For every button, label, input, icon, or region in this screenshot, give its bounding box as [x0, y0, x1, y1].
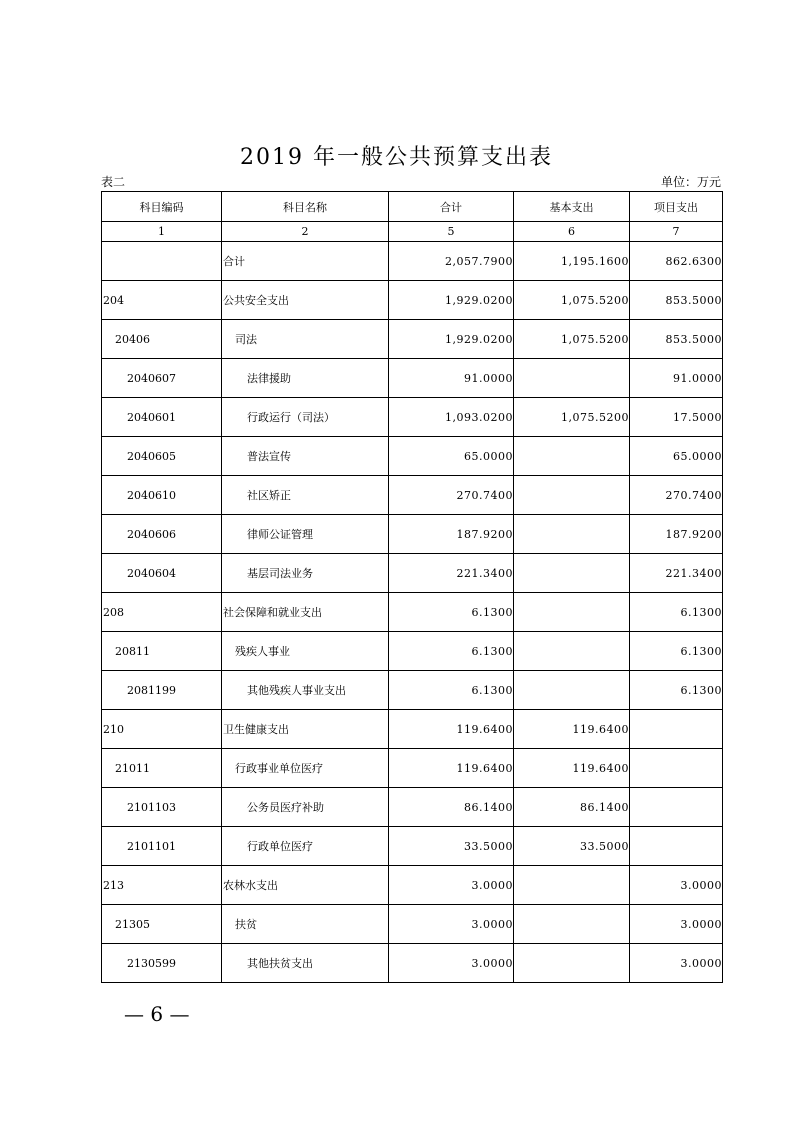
page-number: — 6 — [124, 1002, 190, 1026]
row-total: 6.1300 [389, 671, 514, 710]
row-name: 司法 [222, 320, 389, 359]
row-name: 其他扶贫支出 [222, 944, 389, 983]
row-basic: 1,075.5200 [514, 398, 630, 437]
row-total: 86.1400 [389, 788, 514, 827]
row-name: 行政单位医疗 [222, 827, 389, 866]
table-row [102, 437, 723, 476]
row-basic [514, 593, 630, 632]
header-code: 科目编码 [102, 192, 222, 222]
row-name: 农林水支出 [222, 866, 389, 905]
row-project: 270.7400 [630, 476, 723, 515]
row-project: 853.5000 [630, 320, 723, 359]
table-row [102, 281, 723, 320]
row-code: 2040606 [102, 515, 222, 554]
row-code: 2040610 [102, 476, 222, 515]
row-basic [514, 905, 630, 944]
row-name: 行政事业单位医疗 [222, 749, 389, 788]
header-name: 科目名称 [222, 192, 389, 222]
row-basic [514, 944, 630, 983]
row-name: 公共安全支出 [222, 281, 389, 320]
row-project [630, 749, 723, 788]
row-name: 合计 [222, 242, 389, 281]
row-basic: 1,195.1600 [514, 242, 630, 281]
table-row [102, 944, 723, 983]
table-row [102, 866, 723, 905]
row-basic [514, 554, 630, 593]
header-basic: 基本支出 [514, 192, 630, 222]
row-project [630, 788, 723, 827]
row-code: 2101101 [102, 827, 222, 866]
table-row [102, 320, 723, 359]
row-basic [514, 476, 630, 515]
row-name: 社区矫正 [222, 476, 389, 515]
row-name: 律师公证管理 [222, 515, 389, 554]
table-row [102, 476, 723, 515]
row-code: 2130599 [102, 944, 222, 983]
row-total: 119.6400 [389, 749, 514, 788]
column-number: 2 [222, 222, 389, 242]
row-project: 3.0000 [630, 866, 723, 905]
row-code: 21305 [102, 905, 222, 944]
row-code: 204 [102, 281, 222, 320]
row-code: 2040605 [102, 437, 222, 476]
table-row [102, 905, 723, 944]
row-total: 1,093.0200 [389, 398, 514, 437]
row-project: 221.3400 [630, 554, 723, 593]
row-name: 卫生健康支出 [222, 710, 389, 749]
row-name: 基层司法业务 [222, 554, 389, 593]
row-name: 其他残疾人事业支出 [222, 671, 389, 710]
table-row [102, 398, 723, 437]
row-total: 91.0000 [389, 359, 514, 398]
row-project: 3.0000 [630, 944, 723, 983]
row-total: 221.3400 [389, 554, 514, 593]
table-row [102, 359, 723, 398]
table-row [102, 593, 723, 632]
row-total: 119.6400 [389, 710, 514, 749]
row-code: 2040604 [102, 554, 222, 593]
row-basic: 1,075.5200 [514, 281, 630, 320]
row-code: 2040607 [102, 359, 222, 398]
row-name: 普法宣传 [222, 437, 389, 476]
row-code: 208 [102, 593, 222, 632]
row-basic [514, 359, 630, 398]
row-total: 1,929.0200 [389, 281, 514, 320]
header-project: 项目支出 [630, 192, 723, 222]
table-row [102, 788, 723, 827]
row-code: 2081199 [102, 671, 222, 710]
row-project: 6.1300 [630, 593, 723, 632]
row-code: 20406 [102, 320, 222, 359]
column-number: 6 [514, 222, 630, 242]
table-row [102, 515, 723, 554]
row-name: 残疾人事业 [222, 632, 389, 671]
row-project: 6.1300 [630, 632, 723, 671]
table-row [102, 710, 723, 749]
column-number: 1 [102, 222, 222, 242]
row-name: 扶贫 [222, 905, 389, 944]
table-row [102, 632, 723, 671]
table-row [102, 242, 723, 281]
row-basic: 119.6400 [514, 749, 630, 788]
table-row [102, 554, 723, 593]
table-row [102, 827, 723, 866]
row-project: 3.0000 [630, 905, 723, 944]
row-total: 3.0000 [389, 944, 514, 983]
row-code: 2101103 [102, 788, 222, 827]
table-row [102, 749, 723, 788]
row-total: 270.7400 [389, 476, 514, 515]
row-project: 65.0000 [630, 437, 723, 476]
table-label: 表二 [101, 175, 126, 189]
row-project [630, 710, 723, 749]
row-project: 853.5000 [630, 281, 723, 320]
row-project: 862.6300 [630, 242, 723, 281]
row-basic: 1,075.5200 [514, 320, 630, 359]
header-row [102, 192, 723, 222]
row-name: 法律援助 [222, 359, 389, 398]
row-basic [514, 632, 630, 671]
row-basic: 86.1400 [514, 788, 630, 827]
row-project: 6.1300 [630, 671, 723, 710]
row-code: 213 [102, 866, 222, 905]
row-project: 17.5000 [630, 398, 723, 437]
row-total: 33.5000 [389, 827, 514, 866]
row-basic [514, 515, 630, 554]
row-name: 社会保障和就业支出 [222, 593, 389, 632]
unit-label: 单位：万元 [660, 175, 721, 189]
row-project: 187.9200 [630, 515, 723, 554]
row-total: 2,057.7900 [389, 242, 514, 281]
row-basic: 33.5000 [514, 827, 630, 866]
row-total: 3.0000 [389, 866, 514, 905]
row-project: 91.0000 [630, 359, 723, 398]
row-basic: 119.6400 [514, 710, 630, 749]
column-number: 7 [630, 222, 723, 242]
row-code: 21011 [102, 749, 222, 788]
row-code: 2040601 [102, 398, 222, 437]
row-code: 210 [102, 710, 222, 749]
budget-table [101, 191, 723, 983]
table-body [102, 242, 723, 983]
row-name: 公务员医疗补助 [222, 788, 389, 827]
table-row [102, 671, 723, 710]
row-basic [514, 437, 630, 476]
column-number-row [102, 222, 723, 242]
row-total: 3.0000 [389, 905, 514, 944]
page-title: 2019 年一般公共预算支出表 [240, 145, 553, 170]
row-total: 187.9200 [389, 515, 514, 554]
row-basic [514, 671, 630, 710]
row-project [630, 827, 723, 866]
row-code: 20811 [102, 632, 222, 671]
row-total: 1,929.0200 [389, 320, 514, 359]
row-code [102, 242, 222, 281]
row-total: 6.1300 [389, 593, 514, 632]
row-name: 行政运行（司法） [222, 398, 389, 437]
row-total: 6.1300 [389, 632, 514, 671]
row-total: 65.0000 [389, 437, 514, 476]
column-number: 5 [389, 222, 514, 242]
row-basic [514, 866, 630, 905]
header-total: 合计 [389, 192, 514, 222]
